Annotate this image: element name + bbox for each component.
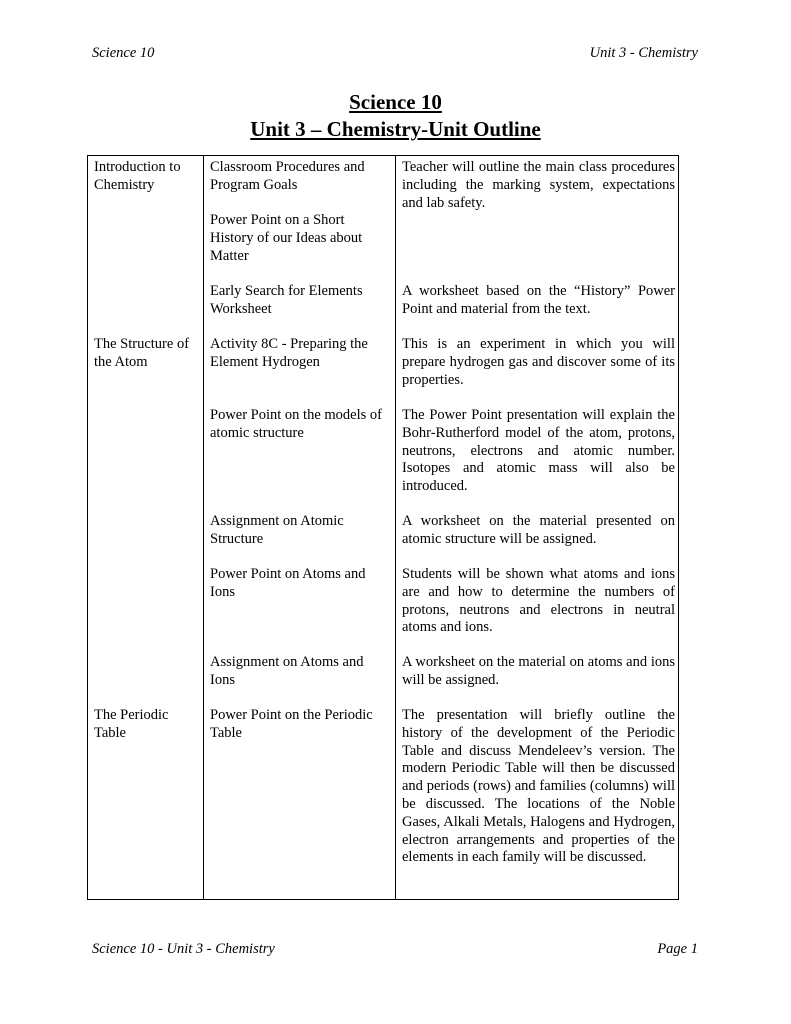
activity-cell: Power Point on Atoms and Ions <box>210 566 366 600</box>
running-header-left: Science 10 <box>92 45 155 61</box>
description-cell: This is an experiment in which you will prepare hydrogen gas and discover some of its properties. <box>402 336 675 388</box>
activity-cell: Classroom Procedures and Program Goals <box>210 159 365 193</box>
section-label-periodic-table: The Periodic Table <box>94 707 169 741</box>
activity-cell: Activity 8C - Preparing the Element Hydrogen <box>210 336 368 370</box>
column-divider <box>203 156 204 899</box>
running-header-right: Unit 3 - Chemistry <box>589 45 698 61</box>
description-cell: A worksheet on the material presented on atomic structure will be assigned. <box>402 513 675 547</box>
activity-cell: Early Search for Elements Worksheet <box>210 283 363 317</box>
activity-cell: Assignment on Atomic Structure <box>210 513 344 547</box>
page-number: Page 1 <box>657 941 698 957</box>
description-cell: The Power Point presentation will explain the Bohr-Rutherford model of the atom, protons, neutrons, electrons and atomic number. Isotopes and atomic mass will also be introduced. <box>402 407 675 495</box>
description-cell: Students will be shown what atoms and ions are and how to determine the numbers of protons, neutrons and electrons in neutral atoms and ions. <box>402 566 675 636</box>
running-footer-left: Science 10 - Unit 3 - Chemistry <box>92 941 275 957</box>
outline-table <box>87 155 679 900</box>
section-label-structure-of-atom: The Structure of the Atom <box>94 336 190 370</box>
section-label-introduction: Introduction to Chemistry <box>94 159 181 193</box>
activity-cell: Power Point on the Periodic Table <box>210 707 373 741</box>
description-cell: A worksheet based on the “History” Power Point and material from the text. <box>402 283 675 317</box>
activity-cell: Power Point on a Short History of our Ideas about Matter <box>210 212 363 264</box>
description-cell: A worksheet on the material on atoms and ions will be assigned. <box>402 654 675 688</box>
description-cell: The presentation will briefly outline the history of the development of the Periodic Table and discuss Mendeleev’s version. The modern Periodic Table will then be discussed and periods (rows) and families (columns) will be discussed. The locations of the Noble Gases, Alkali Metals, Halogens and Hydrogen, electron arrangements and properties of the elements in each family will be discussed. <box>402 707 675 866</box>
document-title: Science 10 <box>349 90 442 114</box>
column-divider <box>395 156 396 899</box>
activity-cell: Power Point on the models of atomic structure <box>210 407 382 441</box>
document-subtitle: Unit 3 – Chemistry-Unit Outline <box>250 117 541 141</box>
description-cell: Teacher will outline the main class procedures including the marking system, expectations and lab safety. <box>402 159 675 211</box>
activity-cell: Assignment on Atoms and Ions <box>210 654 364 688</box>
